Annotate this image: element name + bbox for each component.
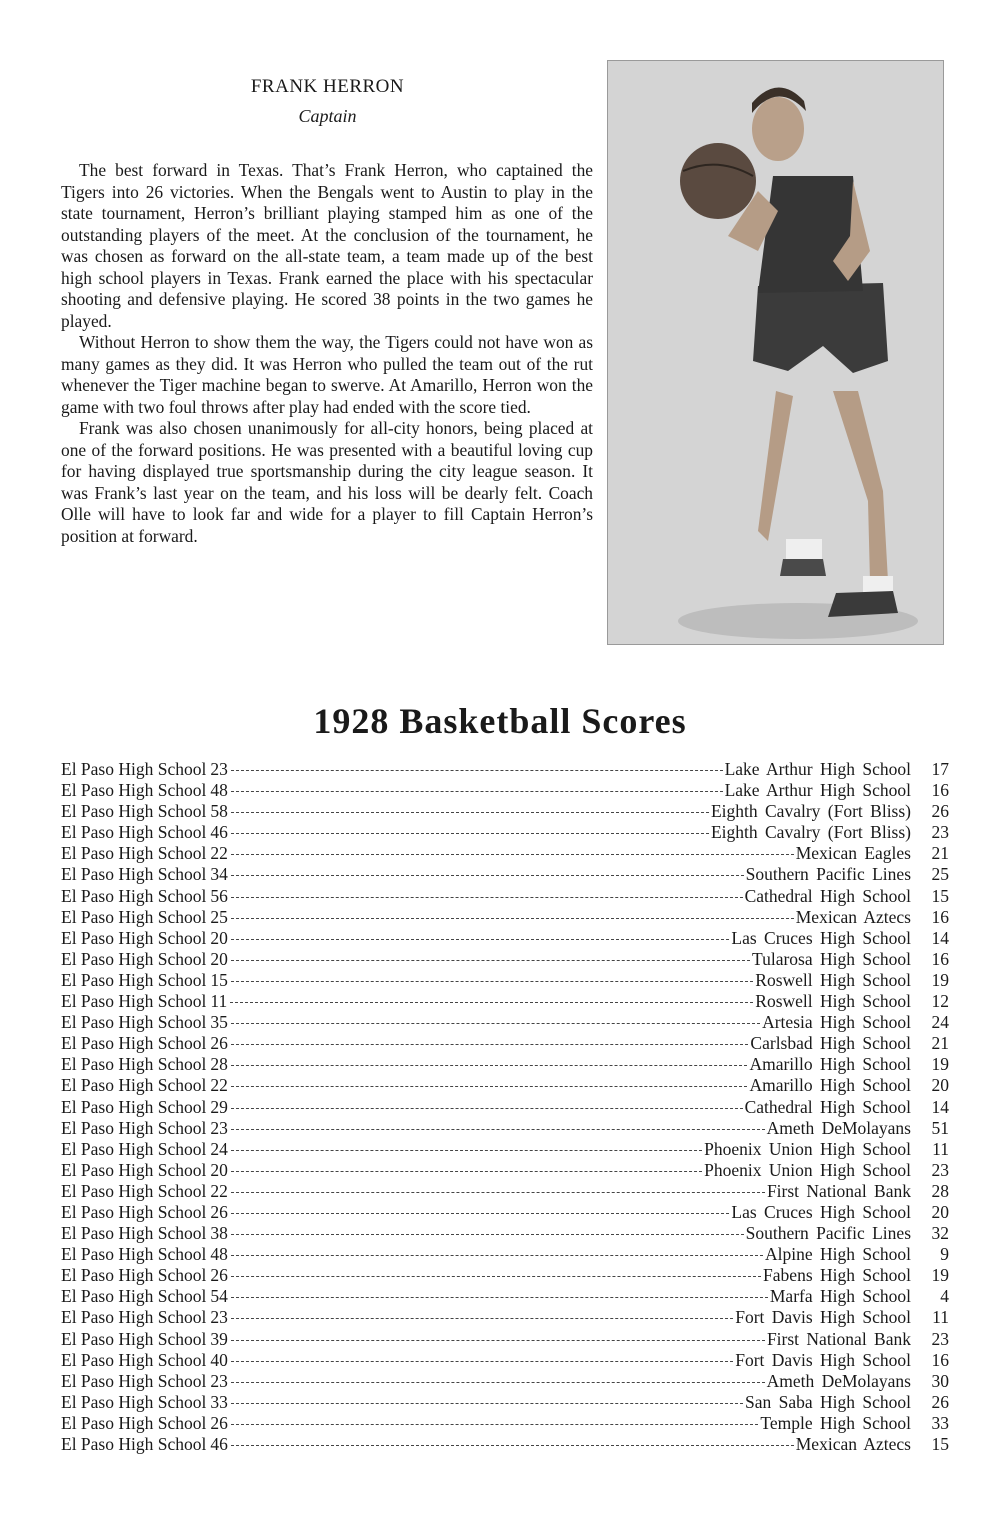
- opponent-score: 28: [931, 1180, 949, 1201]
- home-score: 26: [210, 1201, 228, 1222]
- home-team: El Paso High School: [61, 885, 207, 906]
- home-team: El Paso High School: [61, 948, 207, 969]
- home-team: El Paso High School: [61, 1180, 207, 1201]
- opponent-name: Amarillo High School: [749, 1054, 911, 1075]
- opponent-name: Fort Davis High School: [735, 1307, 911, 1328]
- dotted-leader: [231, 1382, 765, 1383]
- home-team: El Paso High School: [61, 864, 207, 885]
- home-score: 20: [210, 1159, 228, 1180]
- score-row: [61, 801, 949, 822]
- score-row: [61, 1075, 949, 1096]
- opponent-score: 26: [931, 801, 949, 822]
- opponent-name: Las Cruces High School: [731, 927, 911, 948]
- opponent-name: Mexican Aztecs: [795, 906, 911, 927]
- opponent-name: First National Bank: [766, 1180, 911, 1201]
- opponent-name: Marfa High School: [769, 1286, 911, 1307]
- opponent-score: 15: [931, 1434, 949, 1454]
- dotted-leader: [231, 1361, 733, 1362]
- opponent-score: 19: [931, 1265, 949, 1286]
- home-score: 26: [210, 1265, 228, 1286]
- opponent-name: Roswell High School: [755, 991, 911, 1012]
- score-row: [61, 780, 949, 801]
- home-score: 23: [210, 1370, 228, 1391]
- opponent-name: Southern Pacific Lines: [745, 1223, 911, 1244]
- home-team: El Paso High School: [61, 1307, 207, 1328]
- dotted-leader: [231, 791, 723, 792]
- home-team: El Paso High School: [61, 1223, 207, 1244]
- score-row: [61, 822, 949, 843]
- opponent-score: 16: [931, 948, 949, 969]
- home-score: 20: [210, 948, 228, 969]
- home-score: 26: [210, 1033, 228, 1054]
- score-row: [61, 1307, 949, 1328]
- opponent-score: 17: [931, 759, 949, 779]
- dotted-leader: [231, 1403, 743, 1404]
- home-team: El Paso High School: [61, 843, 207, 864]
- home-score: 22: [210, 843, 228, 864]
- dotted-leader: [231, 1276, 761, 1277]
- opponent-score: 32: [931, 1223, 949, 1244]
- home-score: 54: [210, 1286, 228, 1307]
- home-score: 40: [210, 1349, 228, 1370]
- home-score: 24: [210, 1138, 228, 1159]
- opponent-name: Carlsbad High School: [750, 1033, 911, 1054]
- score-row: [61, 1265, 949, 1286]
- opponent-name: Lake Arthur High School: [724, 759, 911, 779]
- home-team: El Paso High School: [61, 801, 207, 822]
- player-photo: [607, 60, 944, 645]
- score-row: [61, 1054, 949, 1075]
- home-score: 15: [210, 969, 228, 990]
- score-row: [61, 843, 949, 864]
- opponent-name: Phoenix Union High School: [704, 1138, 911, 1159]
- opponent-name: Fabens High School: [763, 1265, 911, 1286]
- score-row: [61, 1244, 949, 1265]
- dotted-leader: [231, 1129, 765, 1130]
- home-team: El Paso High School: [61, 991, 207, 1012]
- score-row: [61, 1329, 949, 1350]
- dotted-leader: [231, 1255, 763, 1256]
- dotted-leader: [231, 1424, 759, 1425]
- dotted-leader: [231, 812, 709, 813]
- opponent-score: 4: [940, 1286, 949, 1307]
- opponent-name: Phoenix Union High School: [704, 1159, 911, 1180]
- dotted-leader: [231, 1445, 794, 1446]
- bio-paragraph: Frank was also chosen unanimously for all-city honors, being placed at one of the forward positions. He was presented with a beautiful loving cup for having displayed true sportsmanship during the city league season. It was Frank’s last year on the team, and his loss will be dearly felt. Coach Olle will have to look far and wide for a player to fill Captain Herron’s position at forward.: [61, 418, 593, 546]
- dotted-leader: [231, 1340, 765, 1341]
- opponent-score: 23: [931, 1159, 949, 1180]
- home-score: 39: [210, 1328, 228, 1349]
- home-team: El Paso High School: [61, 1265, 207, 1286]
- home-team: El Paso High School: [61, 1434, 207, 1454]
- score-row: [61, 1392, 949, 1413]
- home-team: El Paso High School: [61, 1138, 207, 1159]
- dotted-leader: [231, 1023, 760, 1024]
- home-team: El Paso High School: [61, 1349, 207, 1370]
- home-score: 22: [210, 1075, 228, 1096]
- opponent-name: Eighth Cavalry (Fort Bliss): [710, 801, 911, 822]
- home-score: 11: [210, 991, 228, 1012]
- opponent-score: 19: [931, 969, 949, 990]
- home-score: 35: [210, 1012, 228, 1033]
- dotted-leader: [231, 1065, 748, 1066]
- opponent-score: 16: [931, 906, 949, 927]
- opponent-name: Las Cruces High School: [731, 1201, 911, 1222]
- player-role: Captain: [298, 106, 357, 126]
- home-score: 28: [210, 1054, 228, 1075]
- dotted-leader: [231, 770, 723, 771]
- opponent-name: Amarillo High School: [749, 1075, 911, 1096]
- home-score: 46: [210, 822, 228, 843]
- home-team: El Paso High School: [61, 927, 207, 948]
- home-team: El Paso High School: [61, 822, 207, 843]
- home-team: El Paso High School: [61, 1012, 207, 1033]
- home-team: El Paso High School: [61, 759, 207, 779]
- score-row: [61, 1012, 949, 1033]
- home-score: 22: [210, 1180, 228, 1201]
- dotted-leader: [231, 854, 794, 855]
- opponent-score: 12: [931, 991, 949, 1012]
- opponent-name: Tularosa High School: [752, 948, 911, 969]
- opponent-score: 11: [932, 1307, 949, 1328]
- opponent-score: 23: [931, 1328, 949, 1349]
- home-score: 26: [210, 1412, 228, 1433]
- dotted-leader: [231, 981, 753, 982]
- home-team: El Paso High School: [61, 1159, 207, 1180]
- opponent-name: Fort Davis High School: [735, 1349, 911, 1370]
- score-row: [61, 1118, 949, 1139]
- score-row: [61, 970, 949, 991]
- score-row: [61, 1371, 949, 1392]
- dotted-leader: [231, 1108, 743, 1109]
- opponent-score: 16: [931, 1349, 949, 1370]
- dotted-leader: [231, 833, 709, 834]
- dotted-leader: [231, 960, 750, 961]
- player-name: FRANK HERRON: [250, 76, 405, 97]
- opponent-score: 21: [931, 1033, 949, 1054]
- score-row: [61, 1202, 949, 1223]
- dotted-leader: [231, 1044, 749, 1045]
- score-row: [61, 864, 949, 885]
- home-score: 23: [210, 1117, 228, 1138]
- opponent-score: 20: [931, 1201, 949, 1222]
- opponent-name: First National Bank: [766, 1328, 911, 1349]
- home-score: 29: [210, 1096, 228, 1117]
- dotted-leader: [231, 897, 743, 898]
- home-team: El Paso High School: [61, 780, 207, 801]
- opponent-score: 16: [931, 780, 949, 801]
- player-bio: [61, 160, 593, 547]
- scores-title: 1928 Basketball Scores: [313, 701, 687, 741]
- dotted-leader: [231, 1086, 748, 1087]
- dotted-leader: [231, 1171, 702, 1172]
- dotted-leader: [230, 1002, 753, 1003]
- opponent-score: 20: [931, 1075, 949, 1096]
- home-score: 48: [210, 780, 228, 801]
- dotted-leader: [231, 918, 794, 919]
- dotted-leader: [231, 1297, 768, 1298]
- opponent-score: 30: [931, 1370, 949, 1391]
- home-team: El Paso High School: [61, 1328, 207, 1349]
- home-team: El Paso High School: [61, 969, 207, 990]
- home-team: El Paso High School: [61, 1096, 207, 1117]
- home-team: El Paso High School: [61, 1201, 207, 1222]
- score-row: [61, 1350, 949, 1371]
- home-score: 23: [210, 759, 228, 779]
- scores-list: [61, 759, 949, 1455]
- dotted-leader: [231, 1234, 744, 1235]
- opponent-name: Eighth Cavalry (Fort Bliss): [710, 822, 911, 843]
- opponent-name: Alpine High School: [765, 1244, 911, 1265]
- home-team: El Paso High School: [61, 1033, 207, 1054]
- opponent-score: 24: [931, 1012, 949, 1033]
- opponent-score: 14: [931, 1096, 949, 1117]
- score-row: [61, 1181, 949, 1202]
- home-score: 46: [210, 1434, 228, 1454]
- score-row: [61, 1139, 949, 1160]
- home-team: El Paso High School: [61, 1370, 207, 1391]
- opponent-score: 33: [931, 1412, 949, 1433]
- score-row: [61, 1223, 949, 1244]
- home-team: El Paso High School: [61, 1117, 207, 1138]
- score-row: [61, 1434, 949, 1455]
- opponent-score: 51: [931, 1117, 949, 1138]
- opponent-score: 21: [931, 843, 949, 864]
- opponent-name: Mexican Eagles: [795, 843, 911, 864]
- score-row: [61, 1097, 949, 1118]
- home-team: El Paso High School: [61, 906, 207, 927]
- opponent-name: Cathedral High School: [744, 885, 911, 906]
- score-row: [61, 1033, 949, 1054]
- bio-paragraph: Without Herron to show them the way, the Tigers could not have won as many games as they did. It was Herron who pulled the team out of the rut whenever the Tiger machine began to swerve. At Amarillo, Herron won the game with two foul throws after play had ended with the score tied.: [61, 332, 593, 417]
- home-score: 33: [210, 1391, 228, 1412]
- opponent-score: 23: [931, 822, 949, 843]
- home-team: El Paso High School: [61, 1412, 207, 1433]
- opponent-score: 19: [931, 1054, 949, 1075]
- home-team: El Paso High School: [61, 1054, 207, 1075]
- dotted-leader: [231, 1213, 730, 1214]
- home-team: El Paso High School: [61, 1286, 207, 1307]
- home-score: 38: [210, 1223, 228, 1244]
- score-row: [61, 1160, 949, 1181]
- opponent-score: 25: [931, 864, 949, 885]
- opponent-name: Cathedral High School: [744, 1096, 911, 1117]
- opponent-name: Mexican Aztecs: [795, 1434, 911, 1454]
- opponent-name: San Saba High School: [744, 1391, 911, 1412]
- home-score: 48: [210, 1244, 228, 1265]
- score-row: [61, 759, 949, 780]
- opponent-score: 15: [931, 885, 949, 906]
- home-score: 20: [210, 927, 228, 948]
- score-row: [61, 928, 949, 949]
- score-row: [61, 886, 949, 907]
- score-row: [61, 949, 949, 970]
- opponent-name: Temple High School: [760, 1412, 911, 1433]
- dotted-leader: [231, 1318, 733, 1319]
- score-row: [61, 1413, 949, 1434]
- score-row: [61, 991, 949, 1012]
- home-score: 25: [210, 906, 228, 927]
- opponent-name: Southern Pacific Lines: [745, 864, 911, 885]
- home-score: 56: [210, 885, 228, 906]
- home-score: 23: [210, 1307, 228, 1328]
- dotted-leader: [231, 1192, 765, 1193]
- opponent-score: 11: [932, 1138, 949, 1159]
- score-row: [61, 907, 949, 928]
- opponent-score: 26: [931, 1391, 949, 1412]
- opponent-score: 9: [940, 1244, 949, 1265]
- opponent-name: Lake Arthur High School: [724, 780, 911, 801]
- home-team: El Paso High School: [61, 1391, 207, 1412]
- dotted-leader: [231, 1150, 702, 1151]
- dotted-leader: [231, 939, 730, 940]
- opponent-name: Roswell High School: [755, 969, 911, 990]
- opponent-name: Artesia High School: [762, 1012, 911, 1033]
- home-team: El Paso High School: [61, 1244, 207, 1265]
- bio-paragraph: The best forward in Texas. That’s Frank Herron, who captained the Tigers into 26 victories. When the Bengals went to Austin to play in the state tournament, Herron’s brilliant playing stamped him as one of the outstanding players of the meet. At the conclusion of the tournament, he was chosen as forward on the all-state team, a team made up of the best high school players in Texas. Frank earned the place with his spectacular shooting and defensive playing. He scored 38 points in the two games he played.: [61, 160, 593, 331]
- opponent-name: Ameth DeMolayans: [766, 1370, 911, 1391]
- opponent-score: 14: [931, 927, 949, 948]
- home-team: El Paso High School: [61, 1075, 207, 1096]
- home-score: 34: [210, 864, 228, 885]
- dotted-leader: [231, 875, 744, 876]
- home-score: 58: [210, 801, 228, 822]
- opponent-name: Ameth DeMolayans: [766, 1117, 911, 1138]
- score-row: [61, 1286, 949, 1307]
